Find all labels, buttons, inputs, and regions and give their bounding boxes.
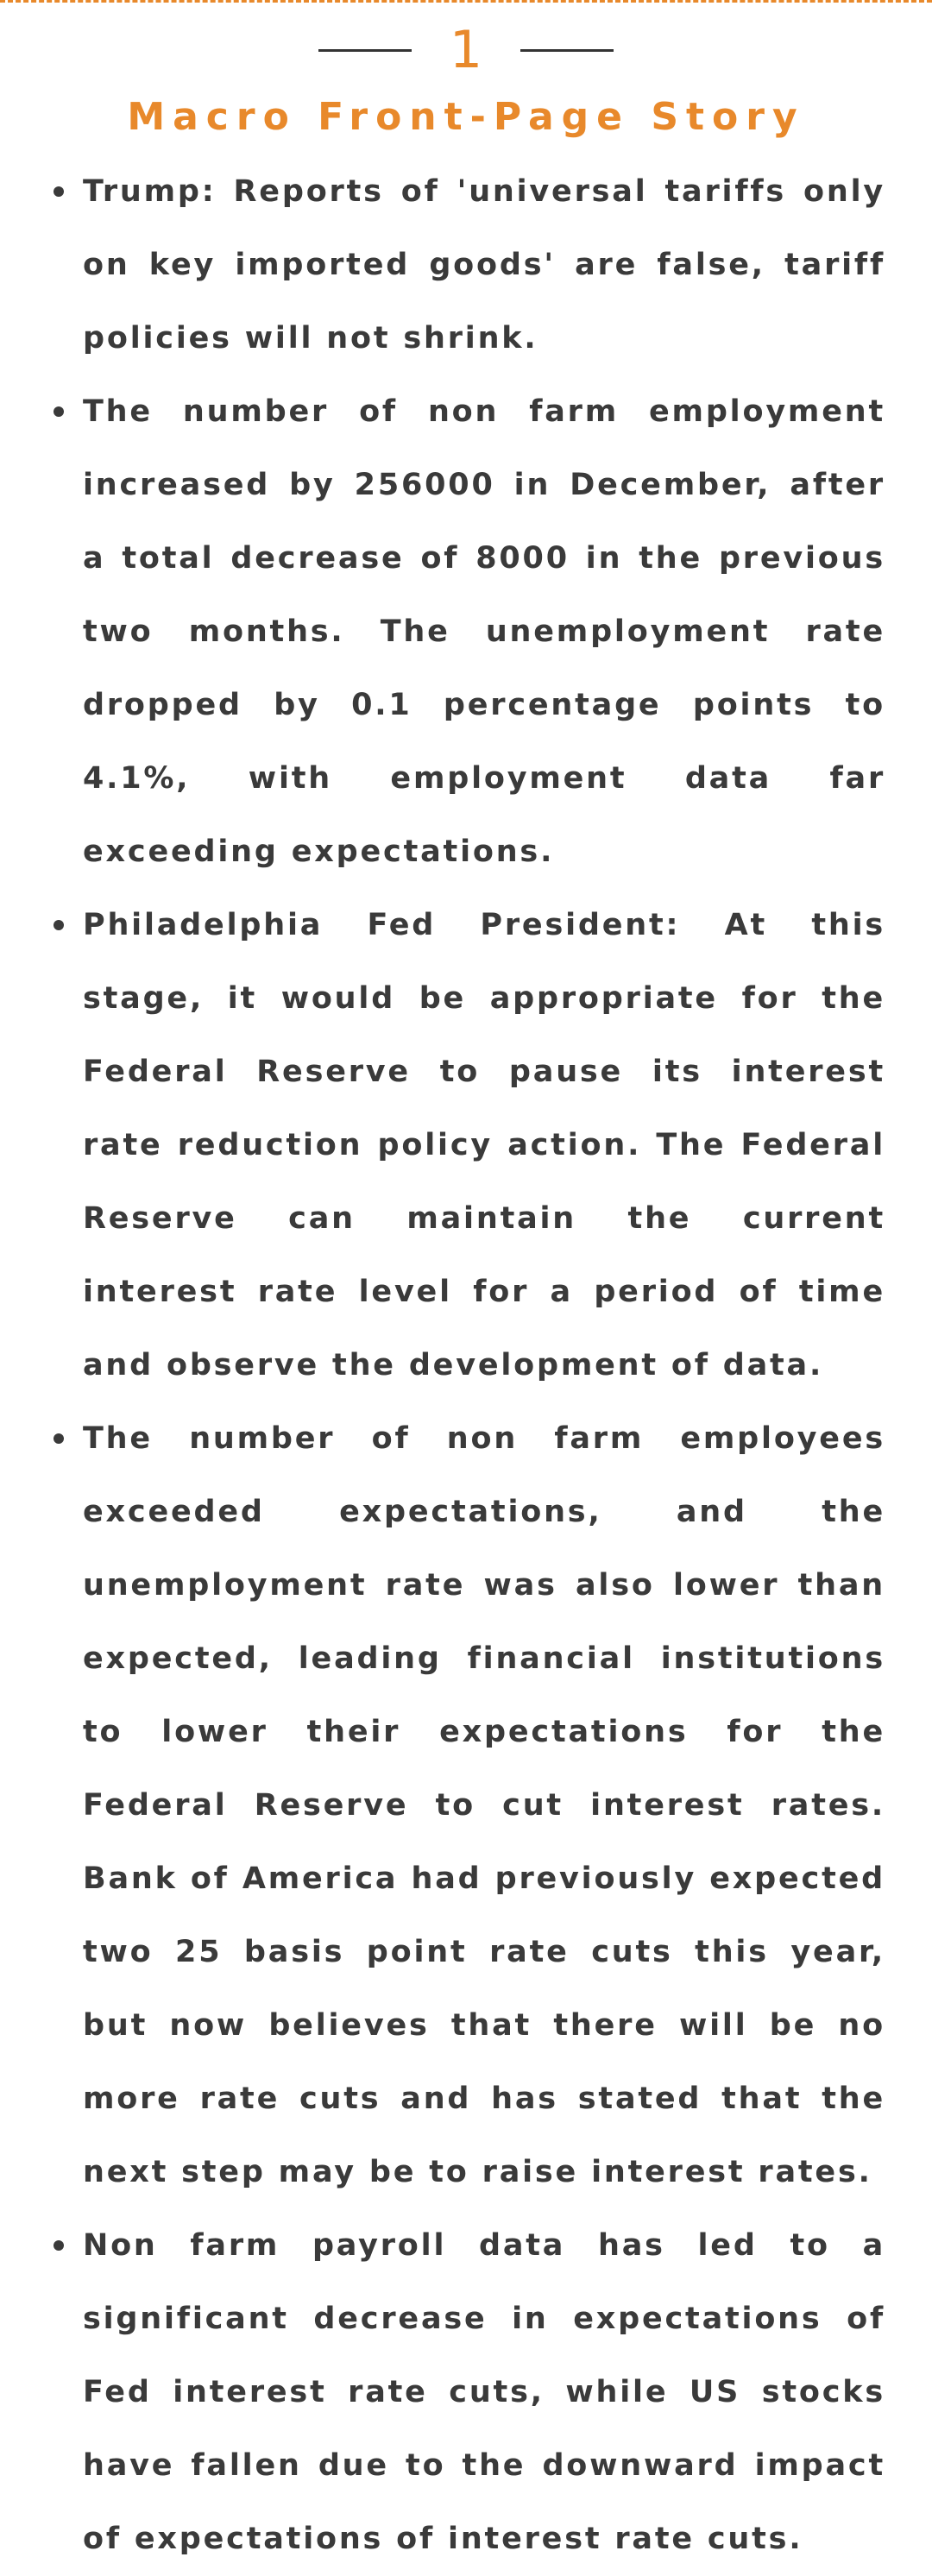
left-divider-line xyxy=(318,49,412,52)
bullet-icon xyxy=(54,186,64,197)
story-text: The number of non farm employment increased by 256000 in December, after a total decrease of 8000 in the previous two months. The unemployment rate dropped by 0.1 percentage points to 4.1%, with employment data far exceeding expectations. xyxy=(83,394,885,869)
story-item xyxy=(0,375,932,889)
bullet-icon xyxy=(54,1433,64,1444)
right-divider-line xyxy=(520,49,614,52)
bullet-icon xyxy=(54,920,64,930)
section-number: 1 xyxy=(449,20,483,80)
section-title: Macro Front-Page Story xyxy=(127,95,805,139)
section-header xyxy=(0,16,932,140)
top-dashed-border xyxy=(0,0,932,3)
section-number-row xyxy=(0,16,932,85)
story-text: Philadelphia Fed President: At this stage, it would be appropriate for the Federal Reserve to pause its interest rate reduction policy action. The Federal Reserve can maintain the current interest rate level for a period of time and observe the development of data. xyxy=(83,908,885,1382)
story-text: Trump: Reports of 'universal tariffs only on key imported goods' are false, tariff policies will not shrink. xyxy=(83,174,885,356)
bullet-icon xyxy=(54,406,64,417)
bullet-icon xyxy=(54,2240,64,2251)
story-list xyxy=(0,155,932,2576)
story-text: The number of non farm employees exceeded expectations, and the unemployment rate was also lower than expected, leading financial institutions to lower their expectations for the Federal Reserve to cut interest rates. Bank of America had previously expected two 25 basis point rate cuts this year, but now believes that there will be no more rate cuts and has stated that the next step may be to raise interest rates. xyxy=(83,1421,885,2189)
story-item xyxy=(0,889,932,1402)
story-item xyxy=(0,2209,932,2576)
story-item xyxy=(0,1402,932,2209)
story-item xyxy=(0,155,932,375)
story-text: Non farm payroll data has led to a significant decrease in expectations of Fed interest rate cuts, while US stocks have fallen due to the downward impact of expectations of interest rate cuts. xyxy=(83,2228,885,2556)
